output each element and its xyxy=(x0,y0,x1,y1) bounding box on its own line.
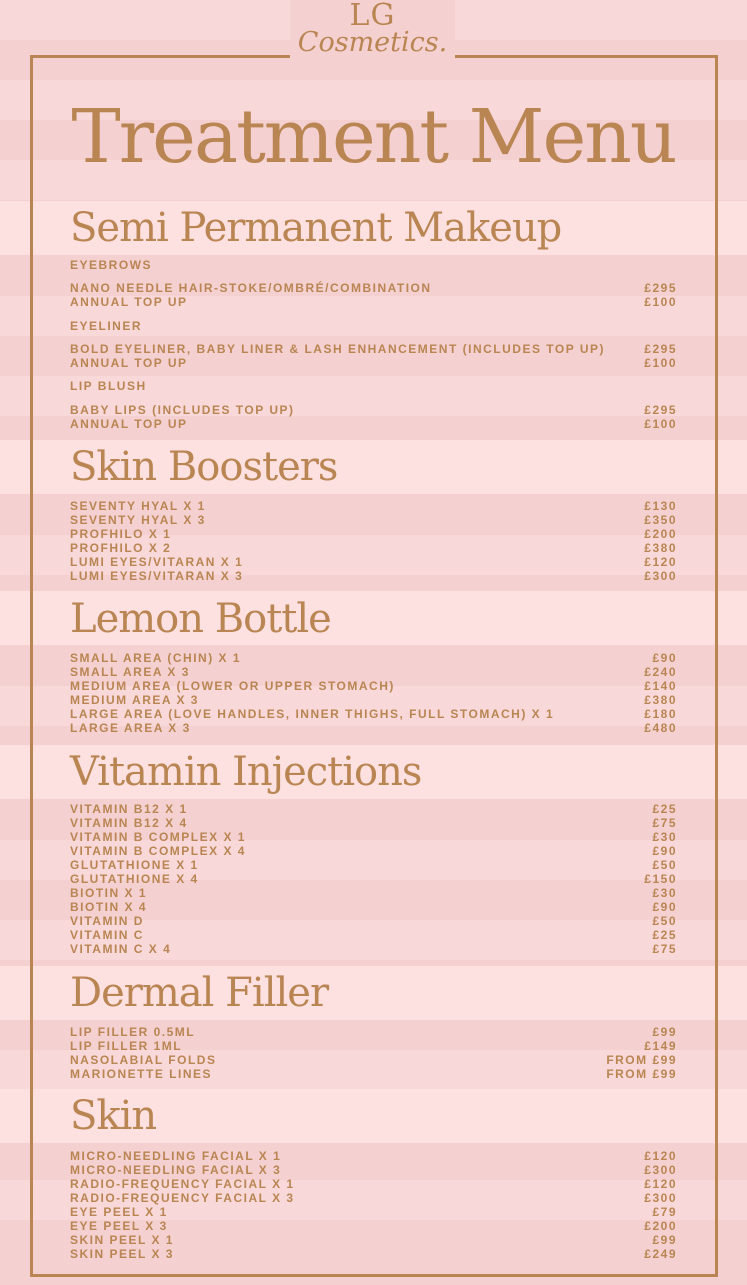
item-name: SEVENTY HYAL X 1 xyxy=(70,499,206,513)
brand-logo xyxy=(290,0,455,78)
item-name: NANO NEEDLE HAIR-STOKE/OMBRÉ/COMBINATION xyxy=(70,281,432,295)
item-price: £140 xyxy=(644,679,677,693)
item-price: £90 xyxy=(652,844,677,858)
item-name: SMALL AREA X 3 xyxy=(70,665,190,679)
menu-item xyxy=(70,295,677,309)
item-price: £200 xyxy=(644,527,677,541)
item-price: £240 xyxy=(644,665,677,679)
item-price: £100 xyxy=(644,417,677,431)
item-name: VITAMIN D xyxy=(70,914,144,928)
menu-item xyxy=(70,1233,677,1247)
item-price: £120 xyxy=(644,555,677,569)
section-heading: Skin xyxy=(70,1093,157,1139)
item-name: RADIO-FREQUENCY FACIAL X 1 xyxy=(70,1177,295,1191)
section-heading: Vitamin Injections xyxy=(70,749,422,795)
item-price: £75 xyxy=(652,816,677,830)
menu-item xyxy=(70,555,677,569)
item-name: LUMI EYES/VITARAN X 3 xyxy=(70,569,244,583)
item-price: £120 xyxy=(644,1177,677,1191)
item-price: £75 xyxy=(652,942,677,956)
menu-item xyxy=(70,1149,677,1163)
item-price: £25 xyxy=(652,928,677,942)
item-name: PROFHILO X 2 xyxy=(70,541,172,555)
item-name: BOLD EYELINER, BABY LINER & LASH ENHANCEMENT (INCLUDES TOP UP) xyxy=(70,342,606,356)
item-name: LARGE AREA X 3 xyxy=(70,721,191,735)
item-name: LARGE AREA (LOVE HANDLES, INNER THIGHS, FULL STOMACH) X 1 xyxy=(70,707,555,721)
menu-item xyxy=(70,569,677,583)
menu-item xyxy=(70,1191,677,1205)
item-name: ANNUAL TOP UP xyxy=(70,356,188,370)
menu-item xyxy=(70,721,677,735)
menu-item xyxy=(70,281,677,295)
item-price: £79 xyxy=(652,1205,677,1219)
group-label: EYEBROWS xyxy=(70,258,153,272)
item-price: £295 xyxy=(644,403,677,417)
menu-item xyxy=(70,356,677,370)
item-name: NASOLABIAL FOLDS xyxy=(70,1053,217,1067)
item-name: EYE PEEL X 3 xyxy=(70,1219,168,1233)
page-title: Treatment Menu xyxy=(71,94,676,180)
menu-item xyxy=(70,1177,677,1191)
item-name: VITAMIN B12 X 1 xyxy=(70,802,188,816)
menu-item xyxy=(70,816,677,830)
item-price: £150 xyxy=(644,872,677,886)
item-name: ANNUAL TOP UP xyxy=(70,295,188,309)
menu-item xyxy=(70,942,677,956)
item-price: £300 xyxy=(644,1191,677,1205)
item-price: £30 xyxy=(652,886,677,900)
item-price: £295 xyxy=(644,342,677,356)
item-price: £249 xyxy=(644,1247,677,1261)
menu-item xyxy=(70,1067,677,1081)
menu-item xyxy=(70,1025,677,1039)
item-price: £300 xyxy=(644,1163,677,1177)
item-price: £100 xyxy=(644,295,677,309)
item-name: BIOTIN X 4 xyxy=(70,900,148,914)
menu-item xyxy=(70,541,677,555)
item-name: EYE PEEL X 1 xyxy=(70,1205,168,1219)
item-name: VITAMIN B COMPLEX X 1 xyxy=(70,830,246,844)
item-name: LIP FILLER 0.5ML xyxy=(70,1025,196,1039)
menu-item xyxy=(70,844,677,858)
menu-item xyxy=(70,858,677,872)
menu-item xyxy=(70,1163,677,1177)
item-price: £99 xyxy=(652,1233,677,1247)
menu-item xyxy=(70,665,677,679)
item-price: £50 xyxy=(652,914,677,928)
menu-item xyxy=(70,872,677,886)
item-name: MICRO-NEEDLING FACIAL X 1 xyxy=(70,1149,282,1163)
item-price: FROM £99 xyxy=(606,1067,677,1081)
menu-item xyxy=(70,1053,677,1067)
group-label: LIP BLUSH xyxy=(70,379,147,393)
item-price: £30 xyxy=(652,830,677,844)
menu-item xyxy=(70,513,677,527)
menu-item xyxy=(70,707,677,721)
item-price: £100 xyxy=(644,356,677,370)
item-name: MICRO-NEEDLING FACIAL X 3 xyxy=(70,1163,282,1177)
item-name: LUMI EYES/VITARAN X 1 xyxy=(70,555,244,569)
menu-item xyxy=(70,802,677,816)
item-price: £90 xyxy=(652,900,677,914)
section-heading: Semi Permanent Makeup xyxy=(70,205,562,251)
menu-item xyxy=(70,651,677,665)
item-price: £200 xyxy=(644,1219,677,1233)
item-price: £350 xyxy=(644,513,677,527)
item-name: SKIN PEEL X 3 xyxy=(70,1247,174,1261)
item-price: £480 xyxy=(644,721,677,735)
menu-item xyxy=(70,403,677,417)
item-name: MEDIUM AREA (LOWER OR UPPER STOMACH) xyxy=(70,679,395,693)
item-name: VITAMIN B12 X 4 xyxy=(70,816,188,830)
item-name: GLUTATHIONE X 4 xyxy=(70,872,199,886)
section-heading: Skin Boosters xyxy=(70,444,338,490)
menu-item xyxy=(70,679,677,693)
menu-item xyxy=(70,1219,677,1233)
menu-item xyxy=(70,928,677,942)
section-heading: Dermal Filler xyxy=(70,970,329,1016)
item-name: SMALL AREA (CHIN) X 1 xyxy=(70,651,242,665)
menu-item xyxy=(70,886,677,900)
menu-item xyxy=(70,527,677,541)
menu-item xyxy=(70,900,677,914)
item-name: PROFHILO X 1 xyxy=(70,527,172,541)
item-price: £90 xyxy=(652,651,677,665)
item-price: £99 xyxy=(652,1025,677,1039)
item-price: £380 xyxy=(644,693,677,707)
item-name: BABY LIPS (INCLUDES TOP UP) xyxy=(70,403,295,417)
item-name: MEDIUM AREA X 3 xyxy=(70,693,199,707)
section-heading: Lemon Bottle xyxy=(70,596,331,642)
item-name: SEVENTY HYAL X 3 xyxy=(70,513,206,527)
item-name: MARIONETTE LINES xyxy=(70,1067,213,1081)
menu-item xyxy=(70,1247,677,1261)
item-name: ANNUAL TOP UP xyxy=(70,417,188,431)
item-name: VITAMIN B COMPLEX X 4 xyxy=(70,844,246,858)
menu-item xyxy=(70,1205,677,1219)
item-price: £149 xyxy=(644,1039,677,1053)
item-price: FROM £99 xyxy=(606,1053,677,1067)
menu-item xyxy=(70,693,677,707)
menu-item xyxy=(70,342,677,356)
menu-item xyxy=(70,914,677,928)
item-price: £120 xyxy=(644,1149,677,1163)
item-name: SKIN PEEL X 1 xyxy=(70,1233,174,1247)
item-price: £380 xyxy=(644,541,677,555)
item-name: BIOTIN X 1 xyxy=(70,886,148,900)
menu-item xyxy=(70,499,677,513)
item-name: LIP FILLER 1ML xyxy=(70,1039,183,1053)
item-price: £25 xyxy=(652,802,677,816)
item-name: GLUTATHIONE X 1 xyxy=(70,858,199,872)
item-price: £300 xyxy=(644,569,677,583)
brand-name: Cosmetics. xyxy=(297,27,448,58)
menu-item xyxy=(70,417,677,431)
brand-initials: LG xyxy=(349,0,396,33)
menu-item xyxy=(70,1039,677,1053)
item-name: RADIO-FREQUENCY FACIAL X 3 xyxy=(70,1191,295,1205)
item-price: £180 xyxy=(644,707,677,721)
menu-item xyxy=(70,830,677,844)
item-price: £50 xyxy=(652,858,677,872)
item-name: VITAMIN C X 4 xyxy=(70,942,172,956)
item-name: VITAMIN C xyxy=(70,928,144,942)
item-price: £130 xyxy=(644,499,677,513)
group-label: EYELINER xyxy=(70,319,143,333)
item-price: £295 xyxy=(644,281,677,295)
